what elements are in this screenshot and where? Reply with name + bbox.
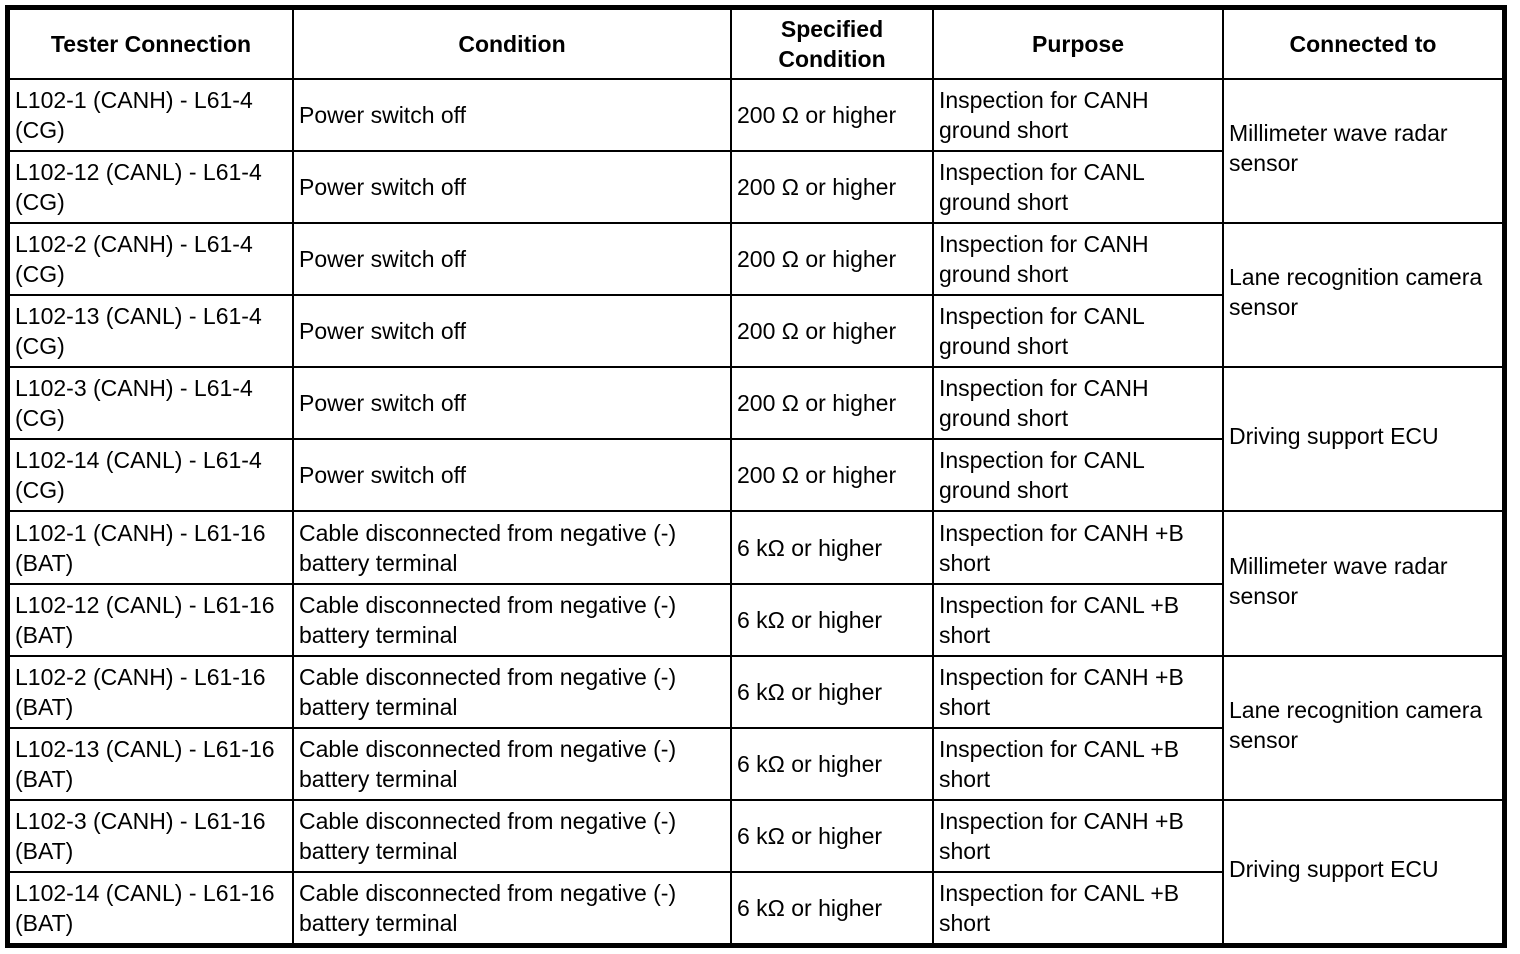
- inspection-table-frame: [5, 5, 1507, 948]
- cell-specified-condition: 6 kΩ or higher: [731, 800, 933, 872]
- cell-tester-connection: L102-3 (CANH) - L61-16 (BAT): [9, 800, 293, 872]
- cell-purpose: Inspection for CANH +B short: [933, 800, 1223, 872]
- cell-purpose: Inspection for CANH ground short: [933, 367, 1223, 439]
- cell-specified-condition: 6 kΩ or higher: [731, 511, 933, 583]
- cell-purpose: Inspection for CANL +B short: [933, 872, 1223, 944]
- inspection-table: [8, 8, 1504, 945]
- cell-tester-connection: L102-13 (CANL) - L61-16 (BAT): [9, 728, 293, 800]
- cell-purpose: Inspection for CANH ground short: [933, 223, 1223, 295]
- cell-condition: Power switch off: [293, 295, 731, 367]
- cell-tester-connection: L102-13 (CANL) - L61-4 (CG): [9, 295, 293, 367]
- cell-purpose: Inspection for CANL ground short: [933, 439, 1223, 511]
- cell-condition: Power switch off: [293, 439, 731, 511]
- cell-purpose: Inspection for CANL +B short: [933, 584, 1223, 656]
- cell-purpose: Inspection for CANH +B short: [933, 656, 1223, 728]
- cell-connected-to: Lane recognition camera sensor: [1223, 656, 1503, 800]
- cell-condition: Power switch off: [293, 223, 731, 295]
- cell-purpose: Inspection for CANL +B short: [933, 728, 1223, 800]
- cell-connected-to: Driving support ECU: [1223, 367, 1503, 511]
- header-connected-to: Connected to: [1223, 9, 1503, 79]
- cell-condition: Power switch off: [293, 79, 731, 151]
- cell-tester-connection: L102-12 (CANL) - L61-4 (CG): [9, 151, 293, 223]
- header-tester-connection: Tester Connection: [9, 9, 293, 79]
- cell-tester-connection: L102-2 (CANH) - L61-16 (BAT): [9, 656, 293, 728]
- cell-specified-condition: 200 Ω or higher: [731, 295, 933, 367]
- cell-specified-condition: 6 kΩ or higher: [731, 584, 933, 656]
- cell-condition: Cable disconnected from negative (-) battery terminal: [293, 872, 731, 944]
- table-row: [9, 223, 1503, 295]
- table-row: [9, 800, 1503, 872]
- cell-purpose: Inspection for CANH +B short: [933, 511, 1223, 583]
- cell-tester-connection: L102-1 (CANH) - L61-16 (BAT): [9, 511, 293, 583]
- cell-connected-to: Driving support ECU: [1223, 800, 1503, 944]
- table-row: [9, 511, 1503, 583]
- cell-purpose: Inspection for CANL ground short: [933, 151, 1223, 223]
- cell-condition: Power switch off: [293, 367, 731, 439]
- table-row: [9, 367, 1503, 439]
- cell-specified-condition: 200 Ω or higher: [731, 223, 933, 295]
- header-row: [9, 9, 1503, 79]
- cell-tester-connection: L102-12 (CANL) - L61-16 (BAT): [9, 584, 293, 656]
- table-row: [9, 656, 1503, 728]
- cell-specified-condition: 200 Ω or higher: [731, 439, 933, 511]
- cell-tester-connection: L102-1 (CANH) - L61-4 (CG): [9, 79, 293, 151]
- cell-specified-condition: 200 Ω or higher: [731, 151, 933, 223]
- cell-condition: Power switch off: [293, 151, 731, 223]
- cell-purpose: Inspection for CANH ground short: [933, 79, 1223, 151]
- cell-purpose: Inspection for CANL ground short: [933, 295, 1223, 367]
- cell-condition: Cable disconnected from negative (-) battery terminal: [293, 584, 731, 656]
- cell-specified-condition: 6 kΩ or higher: [731, 728, 933, 800]
- header-purpose: Purpose: [933, 9, 1223, 79]
- cell-condition: Cable disconnected from negative (-) battery terminal: [293, 800, 731, 872]
- cell-condition: Cable disconnected from negative (-) battery terminal: [293, 511, 731, 583]
- cell-tester-connection: L102-14 (CANL) - L61-16 (BAT): [9, 872, 293, 944]
- cell-tester-connection: L102-3 (CANH) - L61-4 (CG): [9, 367, 293, 439]
- cell-specified-condition: 200 Ω or higher: [731, 79, 933, 151]
- cell-condition: Cable disconnected from negative (-) battery terminal: [293, 656, 731, 728]
- header-specified-condition: Specified Condition: [731, 9, 933, 79]
- cell-connected-to: Millimeter wave radar sensor: [1223, 79, 1503, 223]
- cell-tester-connection: L102-14 (CANL) - L61-4 (CG): [9, 439, 293, 511]
- cell-specified-condition: 6 kΩ or higher: [731, 656, 933, 728]
- cell-condition: Cable disconnected from negative (-) battery terminal: [293, 728, 731, 800]
- cell-connected-to: Lane recognition camera sensor: [1223, 223, 1503, 367]
- table-row: [9, 79, 1503, 151]
- cell-connected-to: Millimeter wave radar sensor: [1223, 511, 1503, 655]
- cell-tester-connection: L102-2 (CANH) - L61-4 (CG): [9, 223, 293, 295]
- header-condition: Condition: [293, 9, 731, 79]
- cell-specified-condition: 6 kΩ or higher: [731, 872, 933, 944]
- cell-specified-condition: 200 Ω or higher: [731, 367, 933, 439]
